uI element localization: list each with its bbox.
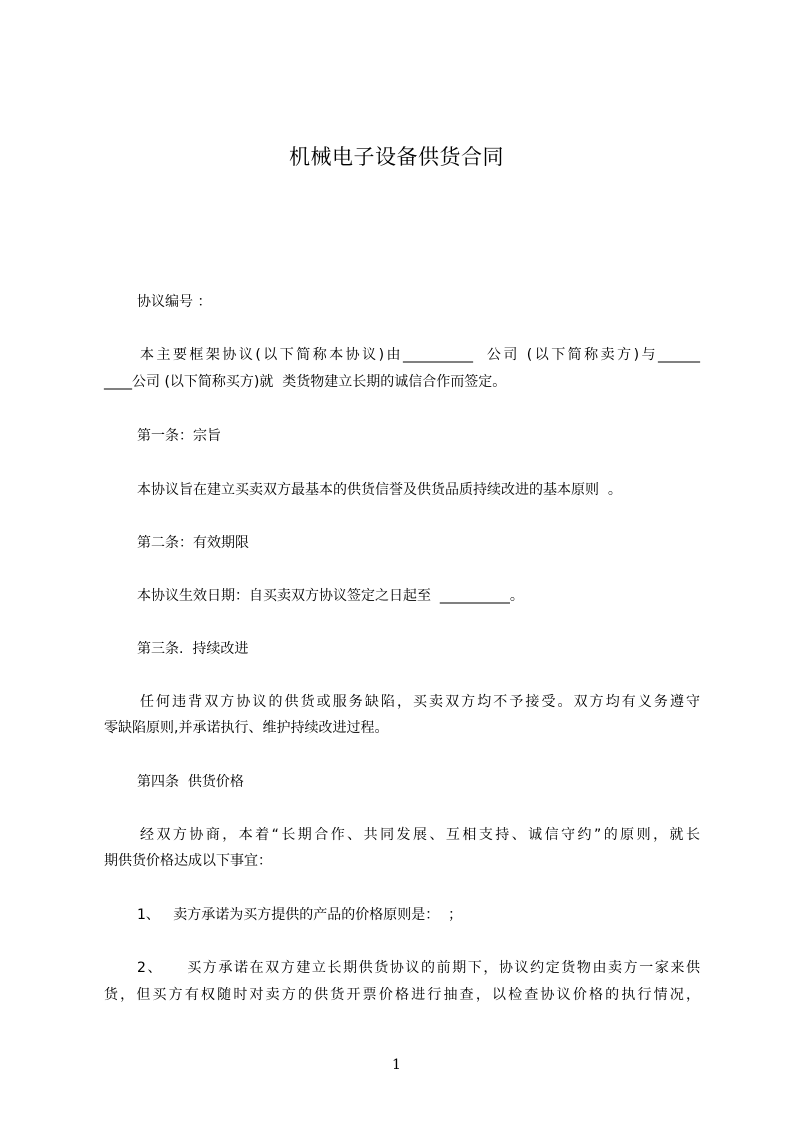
- article-4-item-2-line-2: 货，但买方有权随时对卖方的供货开票价格进行抽查，以检查协议价格的执行情况，: [104, 987, 700, 1003]
- article-4-body-line-2: 期供货价格达成以下事宜：: [104, 853, 272, 869]
- article-2-heading: 第二条：有效期限: [137, 535, 249, 551]
- page-number: 1: [392, 1057, 401, 1073]
- article-4-item-1: 1、 卖方承诺为买方提供的产品的价格原则是： ；: [137, 907, 463, 923]
- article-4-item-2-line-1: 2、 买方承诺在双方建立长期供货协议的前期下，协议约定货物由卖方一家来供: [137, 960, 700, 976]
- intro-line-2: ____公司 (以下简称买方)就 类货物建立长期的诚信合作而签定。: [104, 374, 507, 390]
- article-4-heading: 第四条 供货价格: [137, 774, 244, 790]
- article-2-body: 本协议生效日期：自买卖双方协议签定之日起至 __________。: [137, 588, 524, 604]
- article-3-body-line-1: 任何违背双方协议的供货或服务缺陷，买卖双方均不予接受。双方均有义务遵守: [140, 694, 700, 710]
- document-title: 机械电子设备供货合同: [289, 145, 504, 169]
- article-3-heading: 第三条. 持续改进: [137, 641, 249, 657]
- article-3-body-line-2: 零缺陷原则,并承诺执行、维护持续改进过程。: [104, 720, 389, 736]
- article-4-body-line-1: 经双方协商，本着“长期合作、共同发展、互相支持、诚信守约”的原则，就长: [140, 827, 700, 843]
- intro-line-1: 本主要框架协议(以下简称本协议)由__________ 公司 (以下简称卖方)与______: [140, 347, 700, 363]
- agreement-number: 协议编号 ：: [137, 294, 212, 310]
- article-1-heading: 第一条：宗旨: [137, 428, 221, 444]
- article-1-body: 本协议旨在建立买卖双方最基本的供货信誉及供货品质持续改进的基本原则 。: [137, 482, 622, 498]
